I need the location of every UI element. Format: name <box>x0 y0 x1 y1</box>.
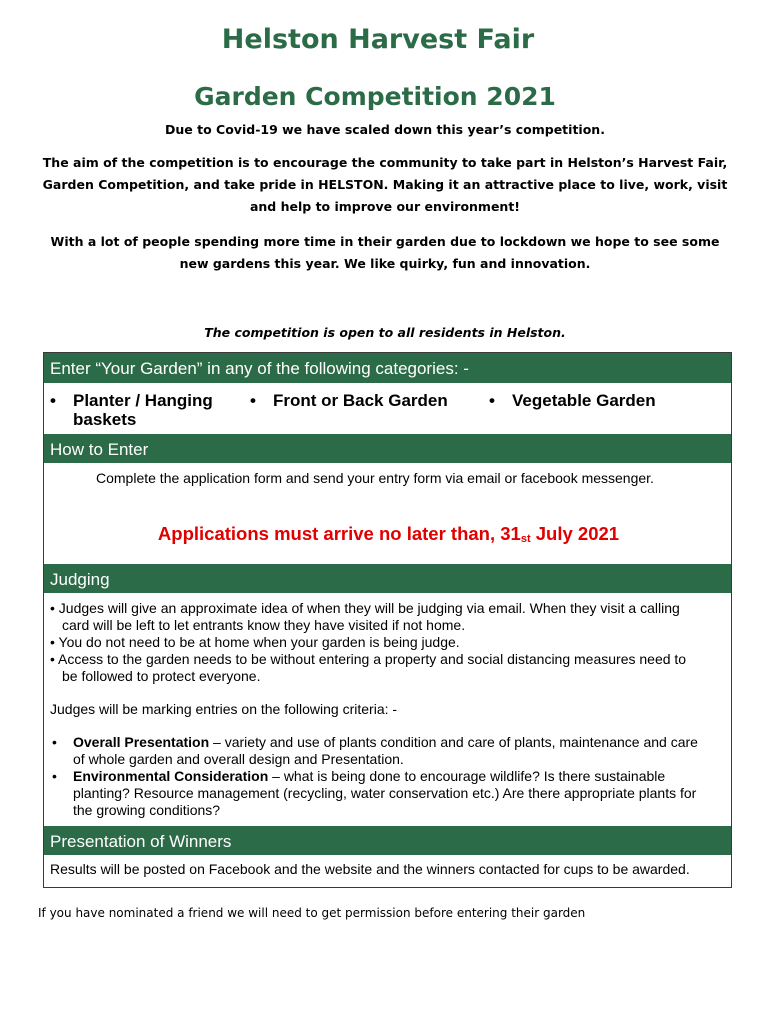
judging-points <box>50 600 703 685</box>
category-item: • Vegetable Garden <box>489 391 656 410</box>
bullet-icon: • <box>489 391 495 410</box>
judging-header: Judging <box>44 563 731 594</box>
category-item: • Planter / Hanging baskets <box>50 391 213 429</box>
bullet-icon: • <box>250 391 256 410</box>
page-title: Helston Harvest Fair <box>221 24 535 55</box>
entry-instructions: Complete the application form and send your entry form via email or facebook messenger. <box>96 470 654 486</box>
competition-details-table <box>43 352 732 888</box>
deadline-notice: Applications must arrive no later than, 31st July 2021 <box>157 523 620 545</box>
bullet-icon: • <box>52 768 57 784</box>
criteria-intro: Judges will be marking entries on the following criteria: - <box>50 701 398 717</box>
presentation-text: Results will be posted on Facebook and the website and the winners contacted for cups to be awarded. <box>50 861 690 877</box>
judging-section <box>44 594 731 825</box>
list-item: • Environmental Consideration – what is being done to encourage wildlife? Is there sustainable planting? Resource management (recycling, water conservation etc.) Are there appropriate plants for the growing conditions? <box>52 768 697 818</box>
categories-list <box>44 384 731 433</box>
list-item: • Judges will give an approximate idea of when they will be judging via email. When they visit a calling card will be left to let entrants know they have visited if not home. <box>50 600 680 633</box>
page-subtitle: Garden Competition 2021 <box>194 82 556 111</box>
list-item: • Access to the garden needs to be without entering a property and social distancing measures need to be followed to protect everyone. <box>50 651 687 684</box>
how-to-enter-section <box>44 464 731 563</box>
covid-notice: Due to Covid-19 we have scaled down this year’s competition. <box>165 122 605 137</box>
lockdown-paragraph: With a lot of people spending more time in their garden due to lockdown we hope to see some new gardens this year. We like quirky, fun and innovation. <box>50 234 720 271</box>
bullet-icon: • <box>52 734 57 750</box>
bullet-icon: • <box>50 391 56 410</box>
criteria-list <box>50 734 703 819</box>
list-item: • Overall Presentation – variety and use of plants condition and care of plants, maintenance and care of whole garden and overall design and Presentation. <box>52 734 698 767</box>
footer-note: If you have nominated a friend we will need to get permission before entering their garden <box>38 906 586 920</box>
category-item: • Front or Back Garden <box>250 391 448 410</box>
list-item: • You do not need to be at home when your garden is being judge. <box>50 634 460 650</box>
eligibility-note: The competition is open to all residents in Helston. <box>204 325 566 340</box>
presentation-header: Presentation of Winners <box>44 825 731 856</box>
how-to-enter-header: How to Enter <box>44 433 731 464</box>
aim-paragraph: The aim of the competition is to encourage the community to take part in Helston’s Harvest Fair, Garden Competition, and take pride in HELSTON. Making it an attractive place to live, work, visit and help to improve our environment! <box>42 155 728 214</box>
categories-header: Enter “Your Garden” in any of the following categories: - <box>44 353 731 384</box>
